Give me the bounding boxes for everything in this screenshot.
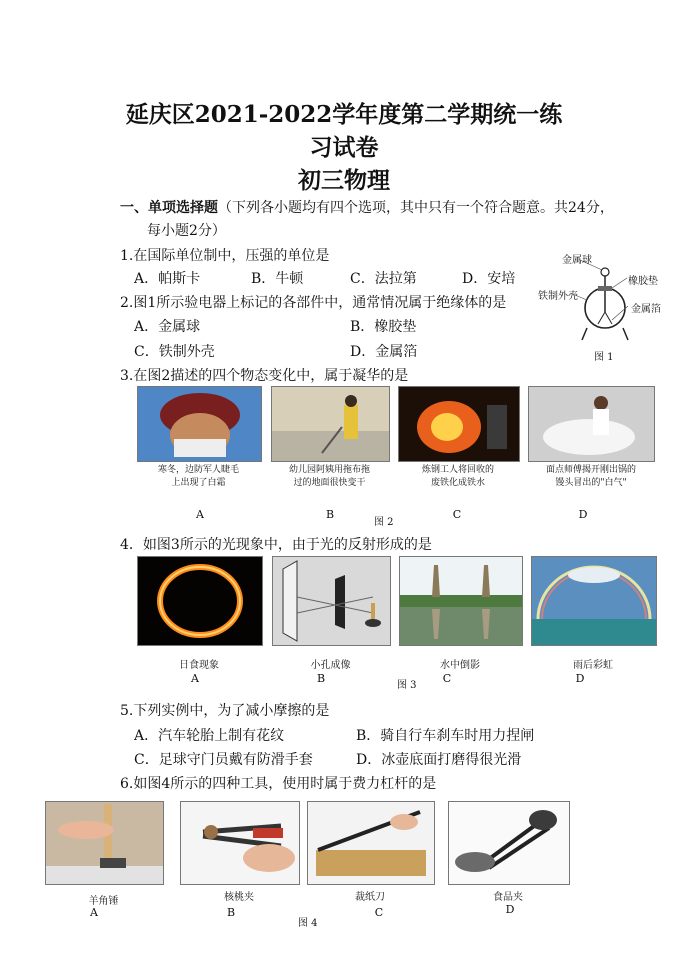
fig1-label-rubber-pad: 橡胶垫: [628, 276, 658, 287]
q3-letter-c: C: [452, 508, 462, 521]
q3-caption-b-line2: 过的地面很快变干: [293, 478, 366, 488]
q3-stem: 3.在图2描述的四个物态变化中，属于凝华的是: [120, 368, 409, 384]
q6-image-d-food-tongs: [448, 801, 570, 885]
q2-option-b: B．橡胶垫: [350, 319, 417, 335]
q6-image-c-paper-cutter: [307, 801, 435, 885]
q6-image-b-nutcracker: [180, 801, 300, 885]
q6-stem: 6.如图4所示的四种工具，使用时属于费力杠杆的是: [120, 776, 437, 792]
q4-letter-d: D: [575, 672, 585, 685]
q1-option-c: C．法拉第: [350, 271, 417, 287]
q4-image-d-rainbow: [531, 556, 657, 646]
q3-caption-c-line2: 废铁化成铁水: [430, 478, 485, 488]
q4-letter-a: A: [191, 672, 199, 685]
fig1-label-metal-ball: 金属球: [562, 255, 592, 266]
q6-image-a-claw-hammer: [45, 801, 164, 885]
q6-letter-c: C: [374, 906, 384, 919]
q3-caption-c: [398, 462, 518, 488]
title-line-1: 延庆区2021-2022学年度第二学期统一练: [125, 101, 563, 128]
q4-letter-b: B: [316, 672, 326, 685]
q2-option-d: D．金属箔: [350, 344, 418, 360]
q2-stem: 2.图1所示验电器上标记的各部件中，通常情况属于绝缘体的是: [120, 295, 507, 311]
section-instruction-2: 每小题2分）: [147, 223, 226, 239]
q1-option-d: D．安培: [462, 271, 516, 287]
title-line-2: 习试卷: [309, 134, 379, 161]
q3-image-d-steam: [528, 386, 655, 462]
q3-letter-a: A: [196, 508, 204, 521]
q4-image-c-reflection: [399, 556, 523, 646]
q3-caption-d: [526, 462, 656, 488]
figure-1-electroscope: [532, 250, 672, 370]
q3-caption-a-line1: 寒冬，边防军人睫毛: [157, 465, 239, 475]
q4-stem: 4．如图3所示的光现象中，由于光的反射形成的是: [120, 537, 432, 553]
q3-caption-d-line1: 面点师傅揭开刚出锅的: [545, 465, 636, 475]
q6-caption-a: 羊角锤: [88, 896, 119, 907]
q3-letter-b: B: [325, 508, 335, 521]
q6-caption-d: 食品夹: [493, 892, 523, 903]
q3-letter-d: D: [578, 508, 588, 521]
q3-caption-b-line1: 幼儿园阿姨用拖布拖: [288, 465, 370, 475]
q4-fig-caption: 图 3: [397, 680, 417, 691]
q2-option-c: C．铁制外壳: [134, 344, 215, 360]
q5-option-b: B．骑自行车刹车时用力捏闸: [356, 728, 535, 744]
fig1-caption: 图 1: [594, 352, 614, 363]
q6-caption-c: 裁纸刀: [355, 892, 385, 903]
q4-caption-d: 雨后彩虹: [573, 660, 613, 671]
q5-option-a: A．汽车轮胎上制有花纹: [134, 728, 285, 744]
q4-image-a-eclipse: [137, 556, 263, 646]
q5-option-d: D．冰壶底面打磨得很光滑: [356, 752, 522, 768]
q3-caption-a-line2: 上出现了白霜: [171, 478, 226, 488]
q3-image-c-molten-iron: [398, 386, 520, 462]
q4-caption-b: 小孔成像: [310, 660, 351, 671]
q3-caption-d-line2: 馒头冒出的"白气": [555, 478, 627, 488]
q1-option-a: A．帕斯卡: [134, 271, 201, 287]
fig1-label-iron-shell: 铁制外壳: [538, 291, 578, 302]
q3-caption-a: [137, 462, 260, 488]
section-label: 一、单项选择题: [120, 200, 218, 216]
q3-caption-c-line1: 炼钢工人将回收的: [421, 465, 494, 475]
q3-image-b-mopping: [271, 386, 390, 462]
q2-option-a: A．金属球: [134, 319, 201, 335]
q4-caption-c: 水中倒影: [440, 660, 480, 671]
q3-image-a-frost: [137, 386, 262, 462]
q4-image-b-pinhole: [272, 556, 391, 646]
q5-option-c: C．足球守门员戴有防滑手套: [134, 752, 313, 768]
q6-letter-a: A: [90, 906, 98, 919]
q3-caption-b: [268, 462, 391, 488]
q6-fig-caption: 图 4: [298, 918, 318, 929]
q1-stem: 1.在国际单位制中，压强的单位是: [120, 248, 330, 264]
q4-letter-c: C: [442, 672, 452, 685]
q4-caption-a: 日食现象: [179, 660, 219, 671]
q6-letter-d: D: [505, 903, 515, 916]
title-line-3: 初三物理: [298, 167, 390, 194]
q3-fig-caption: 图 2: [374, 517, 394, 528]
q5-stem: 5.下列实例中，为了减小摩擦的是: [120, 703, 330, 719]
section-instruction: [120, 197, 614, 217]
q1-option-b: B．牛顿: [251, 271, 304, 287]
q6-caption-b: 核桃夹: [224, 892, 254, 903]
section-instruction-text: （下列各小题均有四个选项，其中只有一个符合题意。共24分，: [218, 200, 614, 216]
q6-letter-b: B: [226, 906, 236, 919]
fig1-label-metal-foil: 金属箔: [631, 304, 661, 315]
